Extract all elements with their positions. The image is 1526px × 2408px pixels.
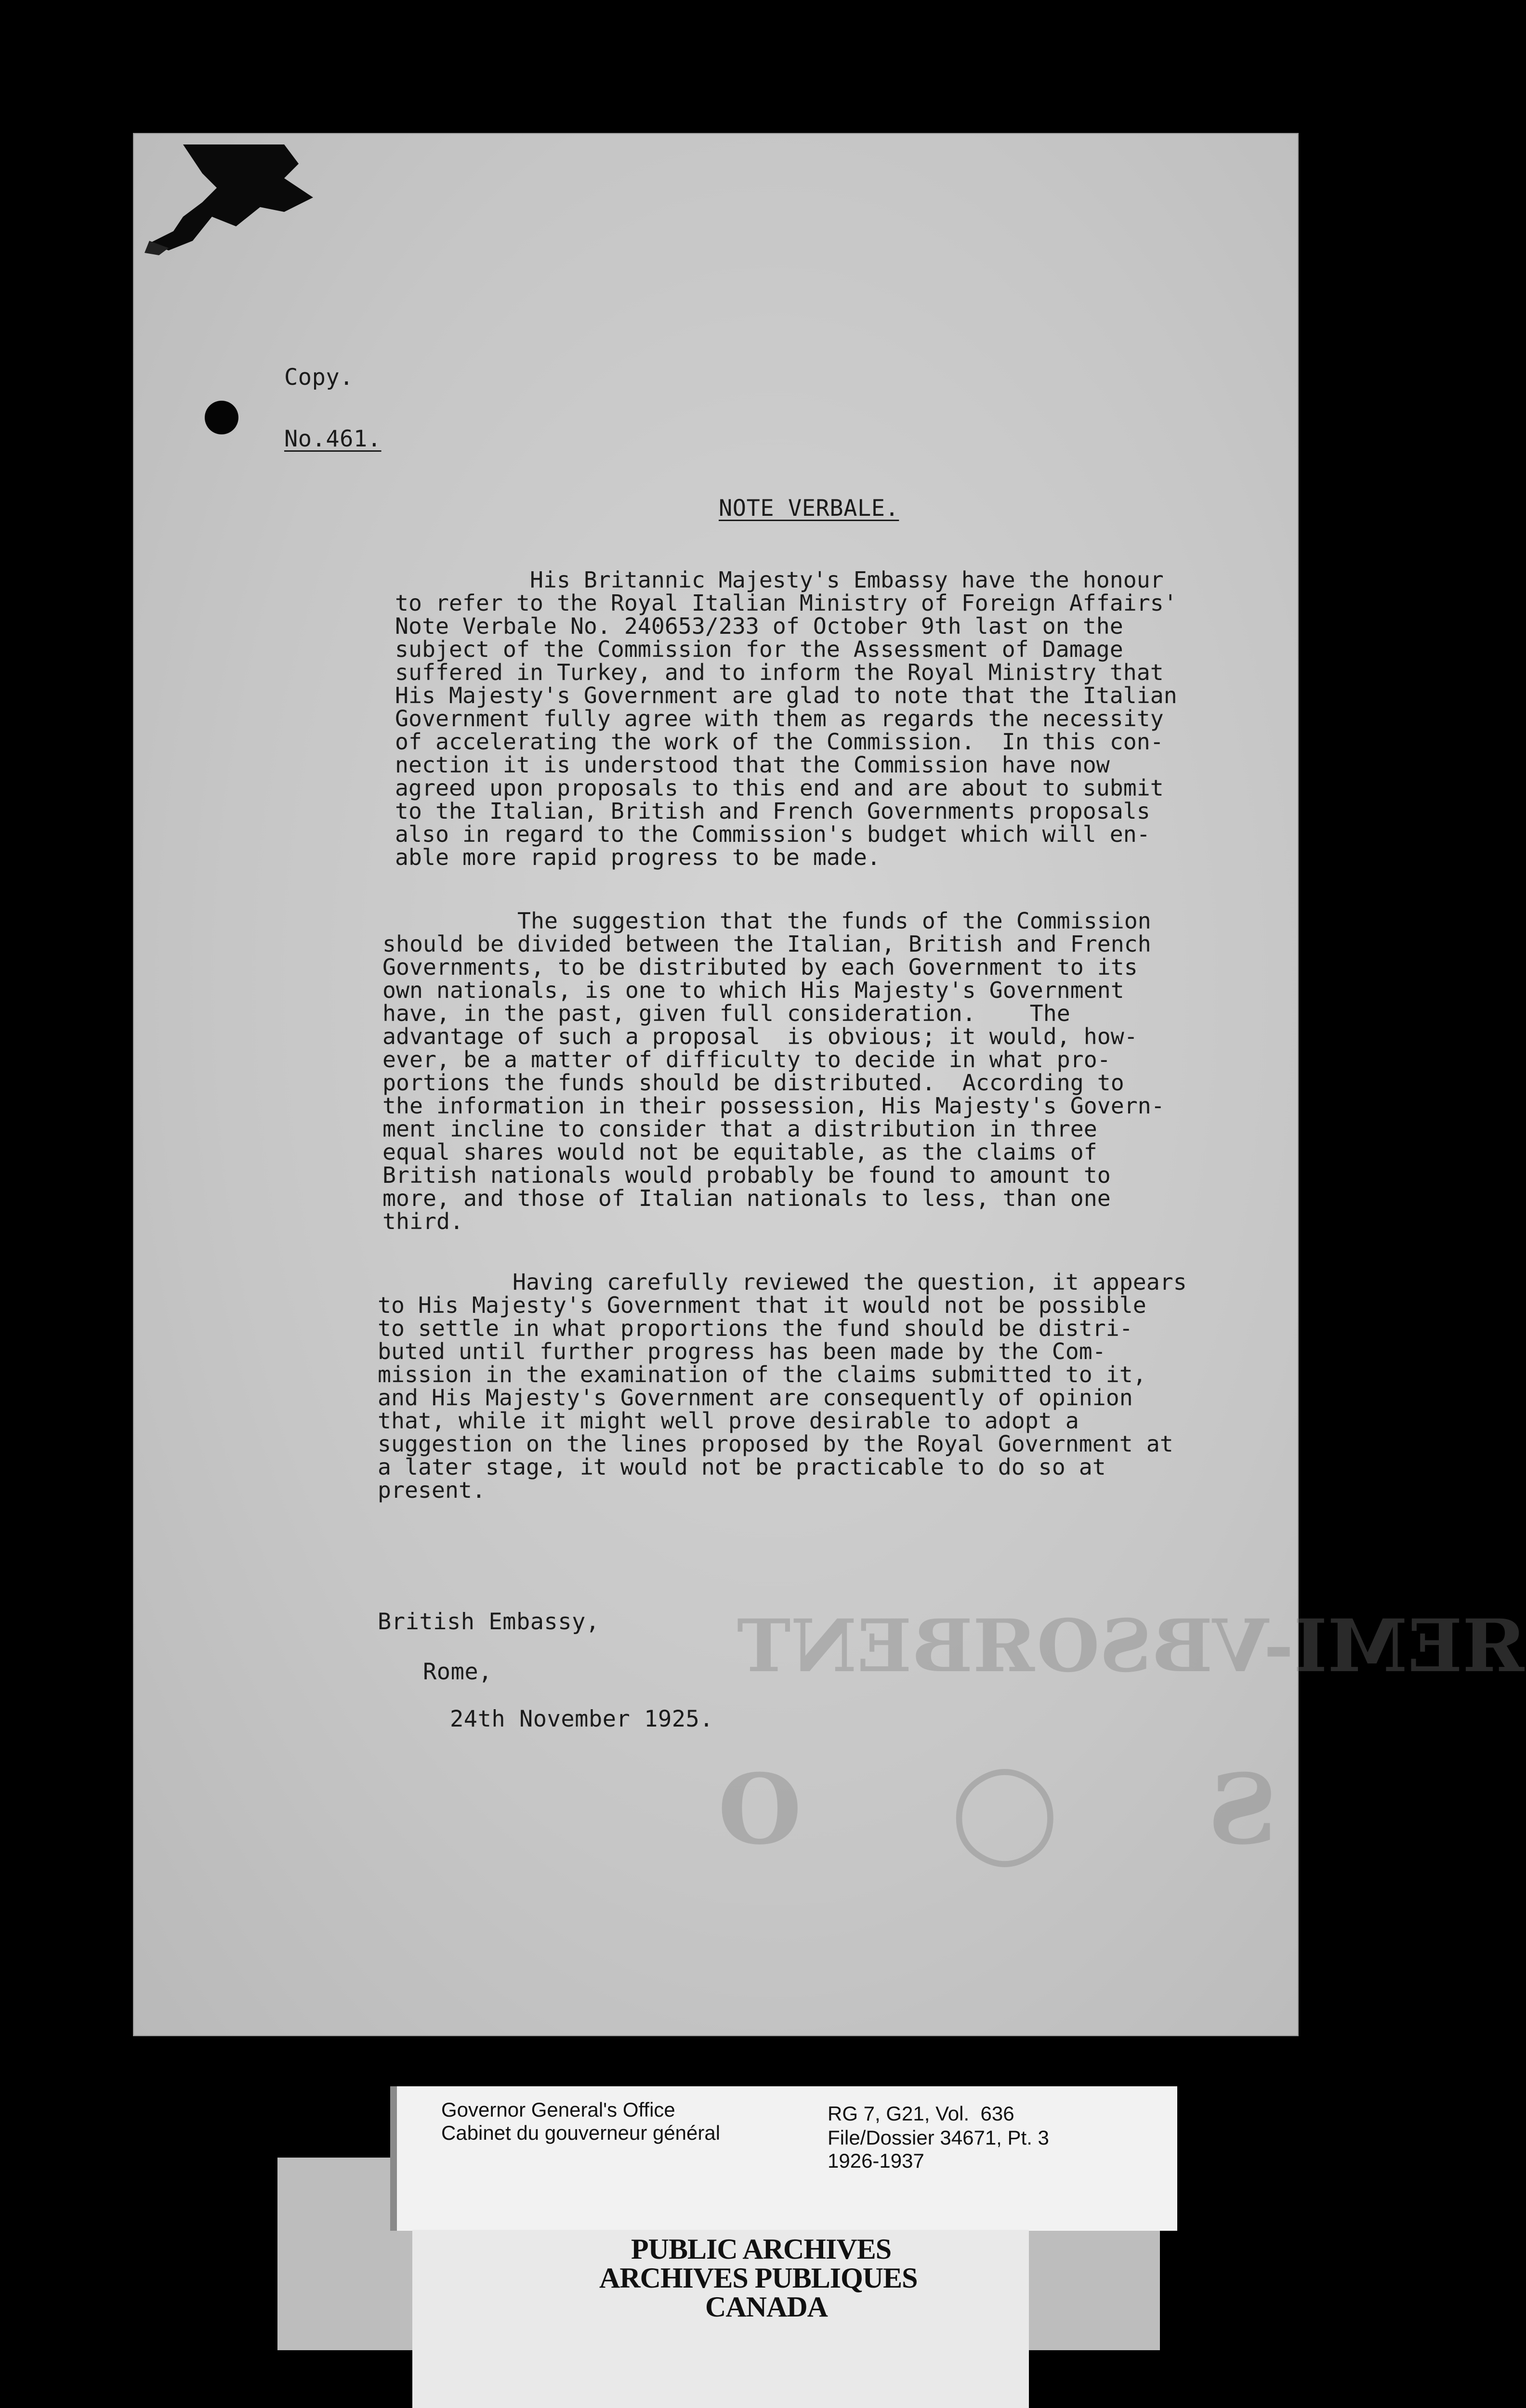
text-line: able more rapid progress to be made. [395,844,881,870]
text-line: The suggestion that the funds of the Commission [382,908,1151,934]
document-date: 24th November 1925. [450,1706,714,1732]
text-line: nection it is understood that the Commission have now [395,752,1110,778]
paragraph-2 [382,909,1165,1233]
text-line: advantage of such a proposal is obvious; it would, how- [382,1023,1138,1049]
office-english: Governor General's Office [441,2098,675,2121]
text-line: ment incline to consider that a distribution in three [382,1116,1097,1142]
office-french: Cabinet du gouverneur général [441,2121,721,2144]
text-line: own nationals, is one to which His Majesty's Government [382,977,1124,1003]
text-line: to refer to the Royal Italian Ministry of Foreign Affairs' [395,590,1177,616]
text-line: also in regard to the Commission's budget which will en- [395,821,1150,847]
text-line: have, in the past, given full consideration. The [382,1000,1070,1026]
text-line: more, and those of Italian nationals to less, than one [382,1185,1111,1211]
text-line: to settle in what proportions the fund should be distri- [378,1315,1133,1341]
text-line: Government fully agree with them as regards the necessity [395,706,1164,732]
text-line: portions the funds should be distributed. According to [382,1070,1124,1096]
text-line: His Britannic Majesty's Embassy have the honour [395,567,1164,593]
text-line: third. [382,1208,463,1234]
text-line: Note Verbale No. 240653/233 of October 9th last on the [395,613,1123,639]
stamp-line-2: ARCHIVES PUBLIQUES [599,2262,918,2294]
text-line: agreed upon proposals to this end and are about to submit [395,775,1164,801]
text-line: to His Majesty's Government that it would not be possible [378,1292,1146,1318]
text-line: equal shares would not be equitable, as the claims of [382,1139,1097,1165]
text-line: that, while it might well prove desirable to adopt a [378,1408,1079,1434]
bleed-through-numerals: S ◯ O [660,1753,1277,1866]
note-number: No.461. [284,426,382,452]
text-line: of accelerating the work of the Commission. In this con- [395,729,1164,755]
signoff-city: Rome, [423,1659,492,1685]
text-line: Having carefully reviewed the question, it appears [378,1269,1187,1295]
text-line: a later stage, it would not be practicable to do so at [378,1454,1106,1480]
text-line: ever, be a matter of difficulty to decide in what pro- [382,1047,1111,1073]
text-line: subject of the Commission for the Assessment of Damage [395,636,1123,662]
file-number: File/Dossier 34671, Pt. 3 [828,2126,1049,2149]
punch-hole [205,401,238,434]
text-line: suffered in Turkey, and to inform the Royal Ministry that [395,659,1164,685]
paragraph-1 [395,568,1177,869]
text-line: His Majesty's Government are glad to note that the Italian [395,682,1177,708]
file-years: 1926-1937 [828,2149,924,2172]
signoff-embassy: British Embassy, [378,1609,600,1635]
paragraph-3 [378,1270,1187,1502]
text-line: should be divided between the Italian, British and French [382,931,1151,957]
text-line: suggestion on the lines proposed by the Royal Government at [378,1431,1173,1457]
bleed-through-mark: ЯEMI-VBSOЯBENT [737,1604,1526,1688]
text-line: Governments, to be distributed by each Government to its [382,954,1138,980]
text-line: present. [378,1477,486,1503]
text-line: mission in the examination of the claims submitted to it, [378,1361,1146,1387]
record-group: RG 7, G21, Vol. 636 [828,2102,1014,2125]
text-line: to the Italian, British and French Governments proposals [395,798,1150,824]
stamp-line-3: CANADA [705,2291,828,2323]
stamp-line-1: PUBLIC ARCHIVES [631,2233,892,2265]
text-line: the information in their possession, His Majesty's Govern- [382,1093,1165,1119]
text-line: buted until further progress has been made by the Com- [378,1338,1106,1364]
torn-corner [140,144,342,260]
copy-label: Copy. [284,364,354,391]
text-line: and His Majesty's Government are consequently of opinion [378,1385,1133,1411]
document-title: NOTE VERBALE. [719,495,899,522]
text-line: British nationals would probably be found to amount to [382,1162,1111,1188]
